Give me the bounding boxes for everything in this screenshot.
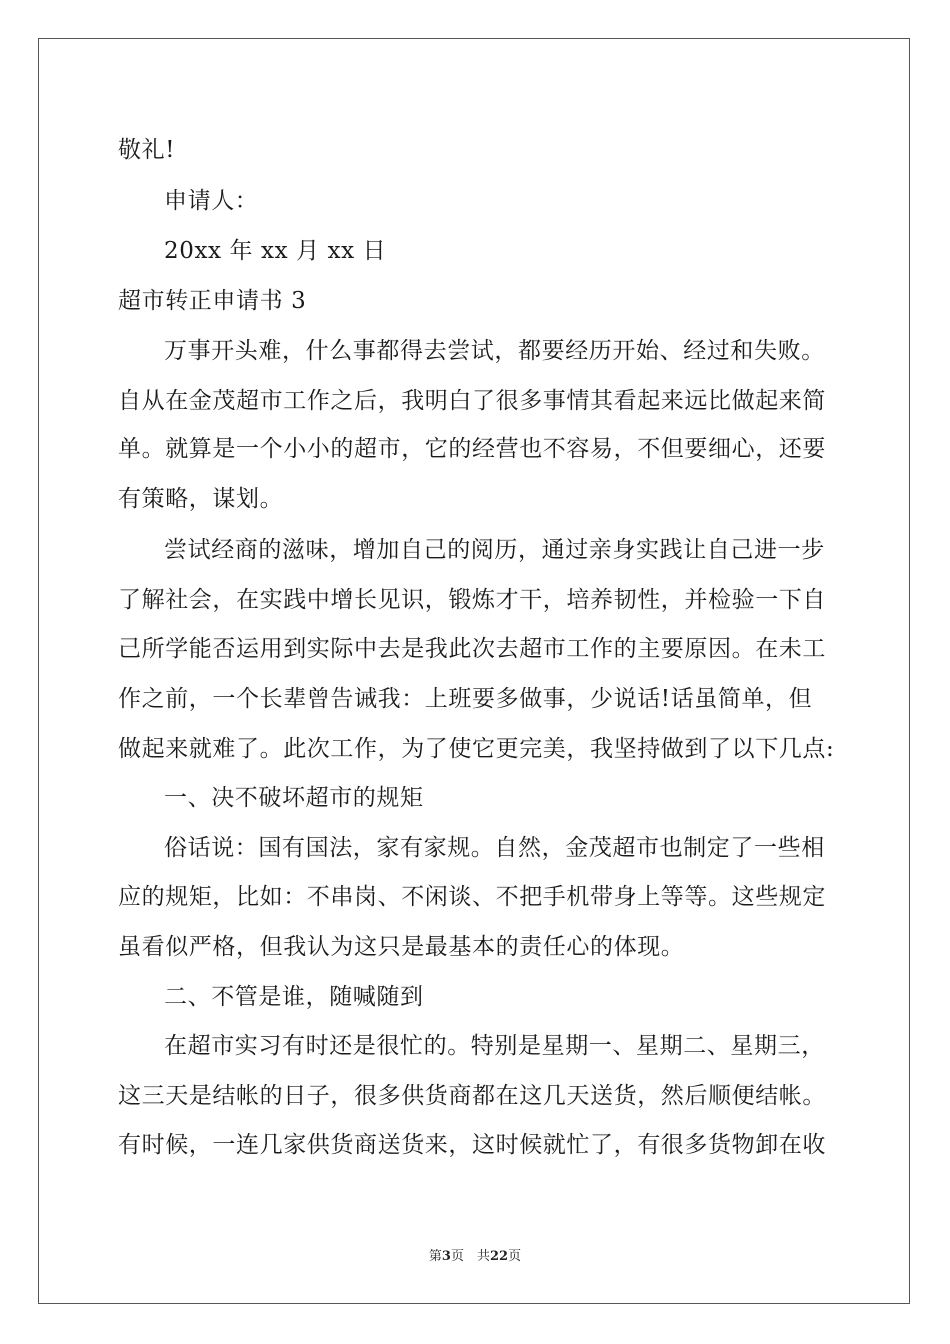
footer-prefix: 第 [428,1249,442,1264]
text-line: 有策略，谋划。 [118,486,284,512]
text-line: 20xx 年 xx 月 xx 日 [164,238,387,264]
text-line: 申请人： [164,188,259,214]
sub-heading: 二、不管是谁，随喊随到 [164,984,424,1010]
text-line: 虽看似严格，但我认为这只是最基本的责任心的体现。 [118,934,685,960]
total-page-count: 22 [489,1249,509,1264]
text-line: 作之前，一个长辈曾告诫我：上班要多做事，少说话!话虽简单，但 [118,686,813,712]
text-line: 这三天是结帐的日子，很多供货商都在这几天送货，然后顺便结帐。 [118,1083,826,1109]
text-line: 在超市实习有时还是很忙的。特别是星期一、星期二、星期三， [164,1033,825,1059]
current-page-number: 3 [441,1249,451,1264]
page-footer [0,1248,950,1266]
text-line: 单。就算是一个小小的超市，它的经营也不容易，不但要细心，还要 [118,436,826,462]
text-line: 敬礼! [118,137,176,163]
text-line: 自从在金茂超市工作之后，我明白了很多事情其看起来远比做起来简 [118,388,826,414]
text-line: 尝试经商的滋味，增加自己的阅历，通过亲身实践让自己进一步 [164,537,825,563]
text-line: 有时候，一连几家供货商送货来，这时候就忙了，有很多货物卸在收 [118,1132,826,1158]
text-line: 了解社会，在实践中增长见识，锻炼才干，培养韧性，并检验一下自 [118,587,826,613]
section-heading: 超市转正申请书 3 [118,288,307,314]
sub-heading: 一、决不破坏超市的规矩 [164,785,424,811]
text-line: 应的规矩，比如：不串岗、不闲谈、不把手机带身上等等。这些规定 [118,884,826,910]
footer-mid: 页 共 [450,1249,490,1264]
page-border [38,38,910,1304]
footer-suffix: 页 [508,1249,522,1264]
text-line: 做起来就难了。此次工作，为了使它更完美，我坚持做到了以下几点: [118,736,835,762]
text-line: 万事开头难，什么事都得去尝试，都要经历开始、经过和失败。 [164,338,825,364]
text-line: 己所学能否运用到实际中去是我此次去超市工作的主要原因。在未工 [118,636,826,662]
text-line: 俗话说：国有国法，家有家规。自然，金茂超市也制定了一些相 [164,835,825,861]
